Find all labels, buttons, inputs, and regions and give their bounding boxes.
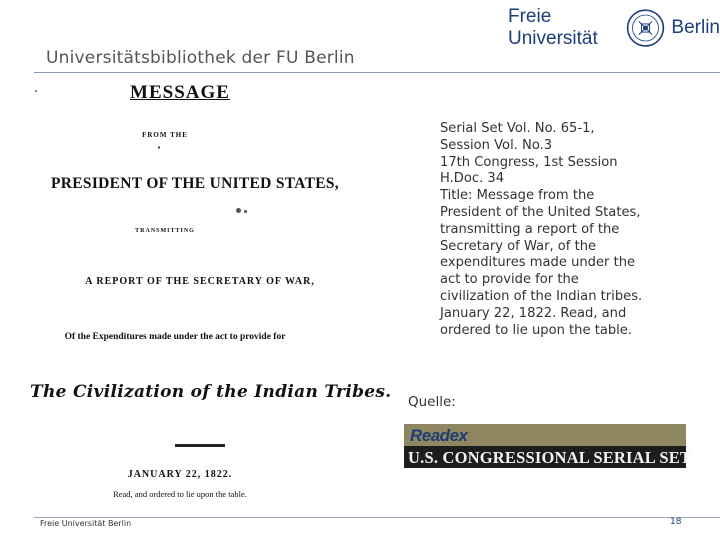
footer-divider	[34, 517, 720, 518]
serial-set-title: U.S. CONGRESSIONAL SERIAL SET	[408, 448, 692, 467]
doc-transmitting: TRANSMITTING	[135, 228, 195, 234]
doc-read-note: Read, and ordered to lie upon the table.	[113, 489, 247, 499]
description-line: H.Doc. 34	[440, 171, 505, 187]
description-line: act to provide for the	[440, 272, 579, 288]
doc-date: JANUARY 22, 1822.	[127, 469, 233, 480]
page-number: 18	[670, 517, 682, 527]
description-line: transmitting a report of the	[440, 221, 620, 237]
logo-text-left: Freie Universität	[508, 6, 598, 49]
university-seal-icon	[626, 4, 665, 52]
doc-from: FROM THE	[142, 131, 188, 139]
doc-divider	[175, 444, 225, 447]
scan-speck	[158, 146, 160, 149]
doc-heading: MESSAGE	[130, 82, 230, 103]
description-line: President of the United States,	[440, 204, 641, 220]
description-line: 17th Congress, 1st Session	[440, 154, 618, 170]
doc-expenditures: Of the Expenditures made under the act to provide for	[64, 332, 286, 342]
scan-speck	[236, 208, 241, 213]
logo-text-right: Berlin	[671, 17, 720, 38]
doc-civilization: The Civilization of the Indian Tribes.	[30, 382, 392, 402]
description-line: Session Vol. No.3	[440, 137, 553, 153]
doc-president: PRESIDENT OF THE UNITED STATES,	[51, 175, 339, 192]
description-line: Secretary of War, of the	[440, 238, 597, 254]
description-line: Title: Message from the	[440, 188, 595, 204]
readex-serial-set-banner	[404, 424, 692, 468]
fu-berlin-logo	[508, 6, 720, 50]
footer-institution: Freie Universität Berlin	[40, 519, 132, 528]
scan-speck	[244, 210, 247, 213]
header-divider	[34, 72, 720, 73]
description-line: expenditures made under the	[440, 255, 636, 271]
description-line: ordered to lie upon the table.	[440, 322, 633, 338]
slide-title: Universitätsbibliothek der FU Berlin	[46, 48, 355, 68]
source-label: Quelle:	[408, 394, 456, 410]
description-line: January 22, 1822. Read, and	[440, 305, 627, 321]
document-scan	[30, 76, 392, 506]
description-line: civilization of the Indian tribes.	[440, 288, 643, 304]
description-line: Serial Set Vol. No. 65-1,	[440, 121, 595, 136]
document-description	[440, 121, 680, 339]
scan-speck	[35, 90, 37, 92]
readex-logo-text: Readex	[410, 426, 468, 445]
doc-report: A REPORT OF THE SECRETARY OF WAR,	[85, 276, 315, 287]
